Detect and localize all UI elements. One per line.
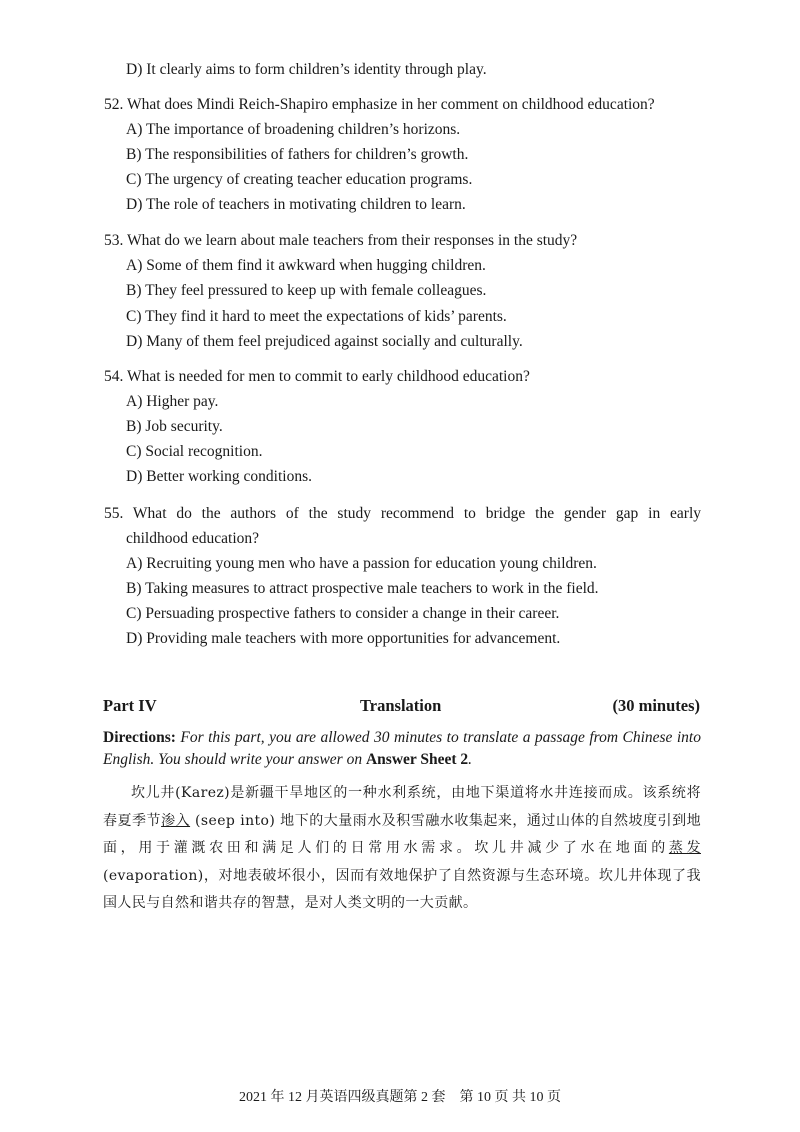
passage-part-1: 坎儿井(Karez)是新疆干旱地区的一种水利系统，由地下渠道将水井连接而成。该系统将春夏季节 bbox=[103, 785, 701, 829]
q53-option-a: A) Some of them find it awkward when hugging children. bbox=[126, 257, 486, 274]
q52-option-a: A) The importance of broadening children’s horizons. bbox=[126, 121, 461, 138]
q54-option-d: D) Better working conditions. bbox=[126, 468, 312, 485]
q53-stem: 53. What do we learn about male teachers from their responses in the study? bbox=[104, 232, 578, 249]
page-footer: 2021 年 12 月英语四级真题第 2 套 第 10 页 共 10 页 bbox=[239, 1090, 561, 1105]
answer-sheet-label: Answer Sheet 2 bbox=[365, 751, 469, 768]
q55-option-c: C) Persuading prospective fathers to consider a change in their career. bbox=[126, 605, 560, 622]
q55-option-d: D) Providing male teachers with more opportunities for advancement. bbox=[126, 630, 561, 647]
q55-option-b: B) Taking measures to attract prospective male teachers to work in the field. bbox=[126, 580, 599, 597]
q55-option-a: A) Recruiting young men who have a passion for education young children. bbox=[126, 555, 597, 572]
q54-option-a: A) Higher pay. bbox=[126, 393, 219, 410]
directions-text: For this part, you are allowed 30 minutes to translate a passage from Chinese into English. You should write your answer on bbox=[103, 729, 701, 768]
part-title: Translation bbox=[360, 696, 442, 715]
part-header bbox=[103, 695, 700, 717]
underlined-term-evaporation: 蒸发 bbox=[668, 840, 701, 856]
q54-stem: 54. What is needed for men to commit to early childhood education? bbox=[104, 368, 530, 385]
passage-part-2: (seep into) 地下的大量雨水及积雪融水收集起来，通过山体的自然坡度引到地面，用于灌溉农田和满足人们的日常用水需求。坎儿井减少了水在地面的 bbox=[103, 812, 701, 856]
directions-label: Directions: bbox=[103, 729, 176, 746]
chinese-passage bbox=[103, 780, 701, 918]
directions bbox=[103, 727, 701, 771]
part-number: Part IV bbox=[103, 696, 157, 715]
q52-stem: 52. What does Mindi Reich-Shapiro emphasize in her comment on childhood education? bbox=[104, 96, 655, 113]
q55-stem-line-1: 55. What do the authors of the study recommend to bridge the gender gap in early bbox=[104, 505, 701, 522]
part-time: (30 minutes) bbox=[612, 696, 700, 715]
q54-option-c: C) Social recognition. bbox=[126, 443, 263, 460]
underlined-term-seep: 渗入 bbox=[161, 812, 191, 829]
q52-option-d: D) The role of teachers in motivating children to learn. bbox=[126, 196, 466, 213]
q53-option-b: B) They feel pressured to keep up with female colleagues. bbox=[126, 282, 487, 299]
directions-end: . bbox=[468, 751, 473, 768]
q52-option-b: B) The responsibilities of fathers for children’s growth. bbox=[126, 146, 469, 163]
q51-option-d: D) It clearly aims to form children’s identity through play. bbox=[126, 61, 487, 78]
passage-part-3: (evaporation)，对地表破坏很小，因而有效地保护了自然资源与生态环境。坎儿井体现了我国人民与自然和谐共存的智慧，是对人类文明的一大贡献。 bbox=[103, 867, 701, 911]
q55-stem-line-2: childhood education? bbox=[126, 530, 259, 547]
q54-option-b: B) Job security. bbox=[126, 418, 223, 435]
q53-option-c: C) They find it hard to meet the expectations of kids’ parents. bbox=[126, 308, 507, 325]
q52-option-c: C) The urgency of creating teacher education programs. bbox=[126, 171, 473, 188]
q53-option-d: D) Many of them feel prejudiced against socially and culturally. bbox=[126, 333, 523, 350]
